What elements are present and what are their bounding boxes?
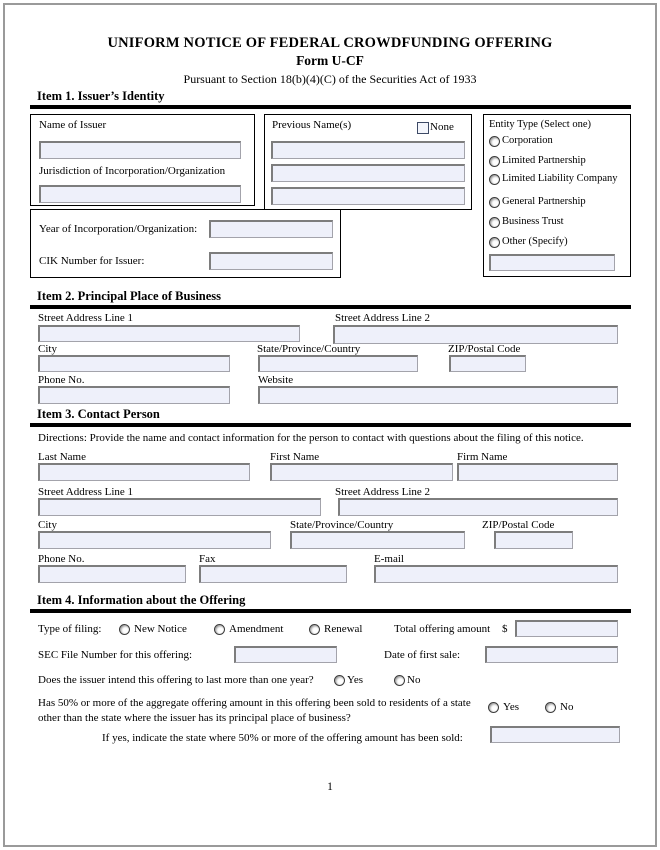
item3-directions: Directions: Provide the name and contact information for the person to contact with questions about the filing of this notice. [38,432,584,444]
entity-option-limited-partnership-label: Limited Partnership [502,155,586,166]
cp-city-input[interactable] [38,531,271,549]
pb-zip-label: ZIP/Postal Code [448,343,521,355]
item2-divider [30,305,631,309]
pb-state-label: State/Province/Country [257,343,361,355]
filing-radio-new-notice[interactable] [119,624,130,635]
pb-state-input[interactable] [258,355,418,372]
entity-radio-general-partnership[interactable] [489,197,500,208]
fifty-percent-radio-no[interactable] [545,702,556,713]
issuer-name-input[interactable] [39,141,241,159]
fifty-percent-radio-yes[interactable] [488,702,499,713]
entity-option-other-label: Other (Specify) [502,236,568,247]
item2-heading: Item 2. Principal Place of Business [37,289,222,303]
fifty-percent-yes-label: Yes [503,701,520,713]
name-of-issuer-label: Name of Issuer [39,119,107,131]
duration-question-label: Does the issuer intend this offering to last more than one year? [38,674,314,686]
pb-street2-label: Street Address Line 2 [335,312,431,324]
form-title: UNIFORM NOTICE OF FEDERAL CROWDFUNDING OFFERING [107,35,553,51]
previous-names-none-checkbox[interactable] [417,122,429,134]
issuer-name-box [30,114,255,206]
cp-email-input[interactable] [374,565,618,583]
cp-state-label: State/Province/Country [290,519,394,531]
cp-first-name-label: First Name [270,451,320,463]
if-yes-state-label: If yes, indicate the state where 50% or more of the offering amount has been sold: [102,732,463,744]
pb-street1-input[interactable] [38,325,300,342]
entity-type-box [483,114,631,277]
cp-street1-label: Street Address Line 1 [38,486,134,498]
filing-option-amendment-label: Amendment [229,623,284,635]
entity-type-label: Entity Type (Select one) [489,119,592,130]
dollar-sign-label: $ [502,623,508,635]
year-of-incorporation-label: Year of Incorporation/Organization: [39,223,198,235]
duration-radio-yes[interactable] [334,675,345,686]
year-cik-box [30,209,341,278]
page-number: 1 [327,781,333,793]
type-of-filing-label: Type of filing: [38,623,102,635]
entity-option-corporation-label: Corporation [502,135,553,146]
fifty-percent-no-label: No [560,701,574,713]
cp-fax-input[interactable] [199,565,347,583]
jurisdiction-input[interactable] [39,185,241,203]
entity-option-general-partnership-label: General Partnership [502,196,586,207]
item4-divider [30,609,631,613]
cp-firm-name-input[interactable] [457,463,618,481]
pb-city-label: City [38,343,57,355]
sec-file-number-label: SEC File Number for this offering: [38,649,193,661]
entity-radio-other[interactable] [489,237,500,248]
previous-names-none-label: None [430,121,454,133]
jurisdiction-label: Jurisdiction of Incorporation/Organization [39,165,226,177]
entity-radio-llc[interactable] [489,174,500,185]
filing-option-new-notice-label: New Notice [134,623,187,635]
filing-option-renewal-label: Renewal [324,623,363,635]
date-of-first-sale-label: Date of first sale: [384,649,461,661]
form-page [3,3,657,847]
entity-radio-corporation[interactable] [489,136,500,147]
pb-phone-input[interactable] [38,386,230,404]
cp-phone-label: Phone No. [38,553,85,565]
cp-firm-name-label: Firm Name [457,451,508,463]
cp-last-name-label: Last Name [38,451,86,463]
cp-street2-input[interactable] [338,498,618,516]
entity-option-llc-label: Limited Liability Company [502,173,618,184]
cp-zip-label: ZIP/Postal Code [482,519,555,531]
entity-option-business-trust-label: Business Trust [502,216,564,227]
cp-state-input[interactable] [290,531,465,549]
cp-first-name-input[interactable] [270,463,453,481]
previous-name-3-input[interactable] [271,187,465,205]
pb-phone-label: Phone No. [38,374,85,386]
entity-radio-limited-partnership[interactable] [489,156,500,167]
cp-fax-label: Fax [199,553,216,565]
cp-phone-input[interactable] [38,565,186,583]
form-pursuant-line: Pursuant to Section 18(b)(4)(C) of the Securities Act of 1933 [183,72,477,86]
duration-yes-label: Yes [347,674,364,686]
total-offering-amount-input[interactable] [515,620,618,637]
item1-divider [30,105,631,109]
previous-names-box [264,114,472,210]
item4-heading: Item 4. Information about the Offering [37,593,246,607]
pb-website-label: Website [258,374,294,386]
form-subtitle: Form U-CF [296,53,364,68]
cik-number-input[interactable] [209,252,333,270]
entity-other-specify-input[interactable] [489,254,615,271]
item3-heading: Item 3. Contact Person [37,407,160,421]
cp-email-label: E-mail [374,553,404,565]
duration-no-label: No [407,674,421,686]
total-offering-amount-label: Total offering amount [394,623,491,635]
if-yes-state-input[interactable] [490,726,620,743]
pb-website-input[interactable] [258,386,618,404]
fifty-percent-question-label: Has 50% or more of the aggregate offering amount in this offering been sold to residents of a state other than the state where the issuer has its principal place of business? [38,697,471,724]
cp-street2-label: Street Address Line 2 [335,486,431,498]
year-of-incorporation-input[interactable] [209,220,333,238]
previous-name-1-input[interactable] [271,141,465,159]
item1-heading: Item 1. Issuer’s Identity [37,89,165,103]
sec-file-number-input[interactable] [234,646,337,663]
entity-radio-business-trust[interactable] [489,217,500,228]
item3-divider [30,423,631,427]
cik-number-label: CIK Number for Issuer: [39,255,145,267]
previous-names-label: Previous Name(s) [272,119,352,131]
pb-city-input[interactable] [38,355,230,372]
pb-street1-label: Street Address Line 1 [38,312,134,324]
cp-last-name-input[interactable] [38,463,250,481]
cp-street1-input[interactable] [38,498,321,516]
filing-radio-renewal[interactable] [309,624,320,635]
date-of-first-sale-input[interactable] [485,646,618,663]
pb-zip-input[interactable] [449,355,526,372]
filing-radio-amendment[interactable] [214,624,225,635]
pb-street2-input[interactable] [333,325,618,344]
cp-city-label: City [38,519,57,531]
cp-zip-input[interactable] [494,531,573,549]
previous-name-2-input[interactable] [271,164,465,182]
duration-radio-no[interactable] [394,675,405,686]
